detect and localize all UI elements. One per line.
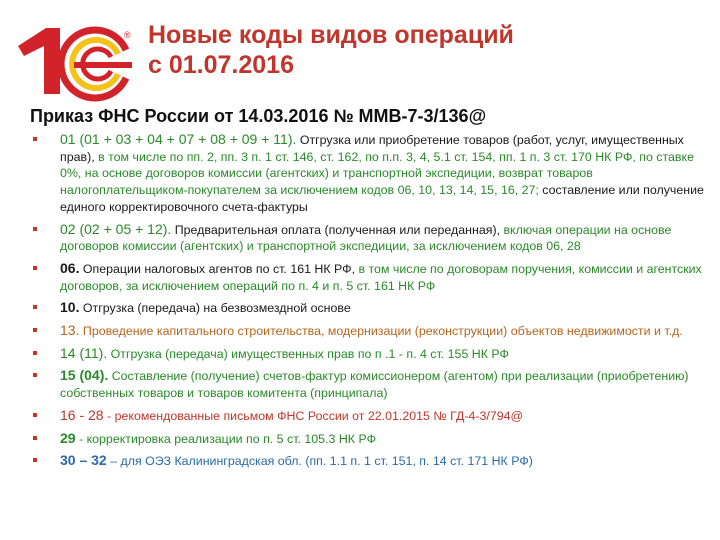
item-code: 29 [60, 429, 76, 446]
list-item [30, 322, 710, 340]
item-text: Отгрузка или приобретение товаров (работ, услуг, имущественных прав), [60, 133, 684, 164]
item-text: Составление (получение) счетов-фактур комиссионером (агентом) при реализации (приобретению) собственных товаров и товаров комитента (принципала) [60, 369, 689, 401]
item-text: - рекомендованные письмом ФНС России от 22.01.2015 № ГД-4-3/794@ [103, 408, 524, 423]
bullet-icon [33, 227, 37, 231]
list-item [30, 430, 710, 448]
list-item [30, 345, 710, 363]
item-code: 13. [60, 322, 80, 339]
item-text-green: включая операции на основе договоров комиссии (агентских) и транспортной экспедиции, за исключением кодов 06, 28 [60, 222, 672, 254]
item-text-green: в том числе по пп. 2, пп. 3 п. 1 ст. 146, ст. 162, по п.п. 3, 4, 5.1 ст. 154, пп. 1 п. 3 ст. 170 НК РФ, по ставке 0%, на основе договоров комиссии (агентских) и транспортной экспедиции, возврат товаров налогоплательщиком-покупателем за исключением кодов 06, 10, 13, 14, 15, 16, 27; [60, 149, 694, 198]
item-text: Отгрузка (передача) на безвозмездной основе [79, 301, 351, 316]
order-heading: Приказ ФНС России от 14.03.2016 № ММВ-7-3/136@ [30, 106, 487, 126]
item-text: - корректировка реализации по п. 5 ст. 105.3 НК РФ [75, 431, 376, 446]
item-text: Отгрузка (передача) имущественных прав по п .1 - п. 4 ст. 155 НК РФ [107, 346, 509, 361]
bullet-icon [33, 413, 37, 417]
item-code: 06. [60, 259, 80, 276]
bullet-icon [33, 305, 37, 309]
item-text: Проведение капитального строительства, модернизации (реконструкции) объектов недвижимости и т.д. [79, 324, 683, 339]
bullet-icon [33, 458, 37, 462]
item-code: 10. [60, 299, 80, 316]
bullet-icon [33, 266, 37, 270]
list-item [30, 407, 710, 425]
item-code: 30 – 32 [60, 452, 107, 469]
title-line-2: с 01.07.2016 [148, 51, 294, 79]
bullet-icon [33, 137, 37, 141]
operation-codes-list [30, 131, 710, 475]
1c-logo-icon [14, 20, 138, 102]
bullet-icon [33, 436, 37, 440]
item-text-tail: составление или получение единого корректировочного счета-фактуры [60, 183, 704, 214]
item-text: Предварительная оплата (полученная или переданная), [171, 222, 501, 237]
slide-title [148, 20, 708, 80]
bullet-icon [33, 328, 37, 332]
item-code: 02 (02 + 05 + 12). [60, 220, 172, 237]
list-item [30, 299, 710, 317]
item-text: Операции налоговых агентов по ст. 161 НК РФ, [79, 261, 356, 276]
list-item [30, 367, 710, 401]
item-code: 01 (01 + 03 + 04 + 07 + 08 + 09 + 11). [60, 131, 297, 147]
list-item [30, 452, 710, 470]
item-text: – для ОЭЗ Калининградская обл. (пп. 1.1 п. 1 ст. 151, п. 14 ст. 171 НК РФ) [106, 454, 533, 469]
list-item [30, 221, 710, 255]
item-text-green: в том числе по договорам поручения, комиссии и агентских договоров, за исключением операций по п. 4 и п. 5 ст. 161 НК РФ [60, 261, 702, 293]
item-code: 14 (11). [60, 344, 108, 361]
item-code: 15 (04). [60, 367, 109, 384]
item-code: 16 - 28 [60, 406, 104, 423]
list-item [30, 131, 710, 216]
1c-logo [14, 20, 138, 102]
bullet-icon [33, 351, 37, 355]
title-line-1: Новые коды видов операций [148, 21, 514, 49]
registered-mark: ® [124, 30, 131, 40]
bullet-icon [33, 373, 37, 377]
list-item [30, 260, 710, 294]
